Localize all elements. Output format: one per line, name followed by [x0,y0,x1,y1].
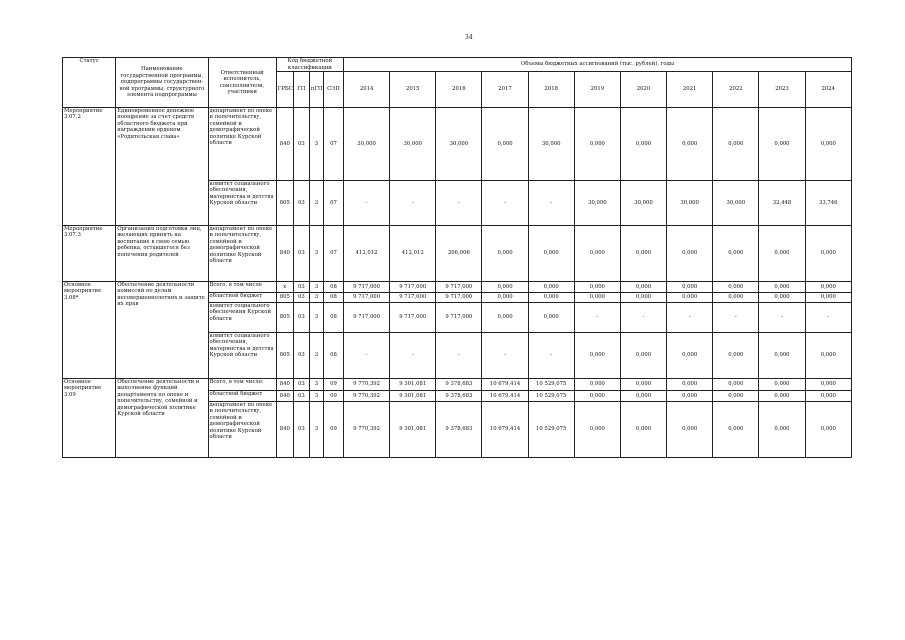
row-code: 03 [293,391,309,402]
table-row [63,108,852,181]
row-value: 0,000 [667,333,713,379]
row-value: 0,000 [759,226,805,282]
row-value: 0,000 [759,391,805,402]
section-name: Обеспечение деятельности и выполнение функций департамента по опеке и попечительству, семейной и демографической политике Курской области [116,379,208,458]
row-responsible: департамент по опеке и попечительству, семейной и демографической политике Курской области [208,108,276,181]
row-value: 0,000 [620,379,666,391]
row-value: 0,000 [574,402,620,458]
table-row [63,226,852,282]
row-value: 0,000 [620,402,666,458]
row-value: 30,000 [667,181,713,226]
row-value: 0,000 [620,293,666,303]
row-value: 0,000 [805,293,851,303]
row-code: 03 [293,181,309,226]
row-value: 10 529,075 [528,402,574,458]
row-code: 805 [276,181,293,226]
row-code: 805 [276,303,293,333]
row-value: - [805,303,851,333]
row-code: 03 [293,303,309,333]
row-value: - [482,333,528,379]
row-value: 0,000 [805,282,851,293]
row-value: 206,006 [436,226,482,282]
row-value: - [667,303,713,333]
row-responsible: Всего, в том числе [208,282,276,293]
row-value: 0,000 [805,379,851,391]
row-value: 0,000 [574,333,620,379]
row-code: 805 [276,293,293,303]
row-code: 840 [276,379,293,391]
header-code-gp: ГП [293,72,309,108]
row-value: 9 378,683 [436,391,482,402]
header-code-grbs: ГРБС [276,72,293,108]
row-code: 3 [309,402,323,458]
row-value: 30,000 [620,181,666,226]
row-value: 10 679,414 [482,402,528,458]
row-value: 0,000 [713,402,759,458]
row-value: 0,000 [574,293,620,303]
row-code: 03 [293,282,309,293]
section-status: Мероприятие 3.07.3 [63,226,116,282]
row-value: 0,000 [667,108,713,181]
table-row [63,282,852,293]
row-value: 30,000 [344,108,390,181]
section-status: Мероприятие 3.07.2 [63,108,116,226]
row-value: 30,000 [436,108,482,181]
header-year: 2016 [436,72,482,108]
row-value: 0,000 [667,391,713,402]
row-code: 03 [293,108,309,181]
header-year: 2020 [620,72,666,108]
header-code-pgp: пГП [309,72,323,108]
row-code: 3 [309,391,323,402]
row-responsible: комитет социального обеспечения Курской области [208,303,276,333]
row-value: 9 770,392 [344,391,390,402]
row-code: 3 [309,293,323,303]
row-value: 0,000 [667,226,713,282]
header-responsible: Ответственный исполнитель, соисполнители, участники [208,58,276,108]
row-value: 9 717,000 [390,293,436,303]
row-code: 840 [276,226,293,282]
row-code: 03 [293,333,309,379]
budget-table [62,57,852,458]
row-value: - [759,303,805,333]
row-value: - [390,181,436,226]
row-code: 840 [276,402,293,458]
header-budget-code: Код бюджетной классификации [276,58,343,72]
row-value: - [713,303,759,333]
row-value: 10 529,075 [528,379,574,391]
row-value: 0,000 [713,293,759,303]
row-code: 840 [276,108,293,181]
row-value: - [528,333,574,379]
row-value: 0,000 [620,108,666,181]
row-responsible: департамент по опеке и попечительству, семейной и демографической политике Курской области [208,226,276,282]
row-value: 0,000 [805,108,851,181]
row-value: 0,000 [667,293,713,303]
row-value: 0,000 [759,379,805,391]
row-value: 0,000 [713,226,759,282]
header-year: 2021 [667,72,713,108]
row-value: 0,000 [620,333,666,379]
header-year: 2018 [528,72,574,108]
header-year: 2017 [482,72,528,108]
row-value: 32,448 [759,181,805,226]
row-value: 9 301,081 [390,379,436,391]
row-code: 840 [276,391,293,402]
row-code: 03 [293,293,309,303]
header-year: 2019 [574,72,620,108]
row-responsible: комитет социального обеспечения, материнства и детства Курской области [208,181,276,226]
row-value: 9 717,000 [436,293,482,303]
section-status: Основное мероприятие 3.08* [63,282,116,379]
row-value: 0,000 [620,226,666,282]
row-value: 0,000 [482,282,528,293]
row-code: x [276,282,293,293]
row-value: 9 717,000 [390,282,436,293]
row-value: 9 717,000 [436,303,482,333]
row-value: 0,000 [528,303,574,333]
row-value: 0,000 [759,333,805,379]
row-value: 0,000 [667,379,713,391]
section-name: Единовременное денежное поощрение за счет средств областного бюджета при награждении орденом «Родительская слава» [116,108,208,226]
row-value: - [344,181,390,226]
row-responsible: областной бюджет [208,293,276,303]
row-value: 10 529,075 [528,391,574,402]
section-name: Организация подготовки лиц, желающих принять на воспитание в свою семью ребенка, оставшегося без попечения родителей [116,226,208,282]
row-value: 0,000 [805,333,851,379]
row-code: 09 [323,391,343,402]
row-value: - [574,303,620,333]
row-value: 0,000 [713,108,759,181]
row-value: 0,000 [482,303,528,333]
row-value: 9 378,683 [436,379,482,391]
row-code: 08 [323,282,343,293]
row-value: 9 717,000 [344,282,390,293]
row-value: 9 717,000 [344,303,390,333]
page-number: 34 [465,34,473,41]
row-value: 0,000 [482,108,528,181]
table-row [63,379,852,391]
row-value: - [528,181,574,226]
header-year: 2015 [390,72,436,108]
row-code: 3 [309,282,323,293]
row-value: 0,000 [713,379,759,391]
row-value: 33,746 [805,181,851,226]
header-year: 2014 [344,72,390,108]
row-code: 03 [293,402,309,458]
row-responsible: областной бюджет [208,391,276,402]
row-value: 0,000 [759,293,805,303]
row-value: 0,000 [713,391,759,402]
section-status: Основное мероприятие 3.09 [63,379,116,458]
row-value: 0,000 [713,333,759,379]
row-value: 412,012 [344,226,390,282]
header-program-name: Наименование государственной программы, подпрограммы государственной программы, структурного элемента подпрограммы [116,58,208,108]
row-value: 0,000 [528,226,574,282]
header-code-sep: СЭП [323,72,343,108]
row-value: 9 378,683 [436,402,482,458]
row-code: 3 [309,303,323,333]
row-value: 10 679,414 [482,391,528,402]
row-code: 805 [276,333,293,379]
row-value: 30,000 [528,108,574,181]
row-value: 9 717,000 [390,303,436,333]
header-status: Статус [63,58,116,108]
row-value: 0,000 [574,391,620,402]
row-value: 0,000 [667,402,713,458]
row-code: 08 [323,333,343,379]
row-code: 03 [293,379,309,391]
row-code: 3 [309,181,323,226]
row-value: 0,000 [574,226,620,282]
row-value: 30,000 [574,181,620,226]
header-year: 2023 [759,72,805,108]
row-responsible: комитет социального обеспечения, материнства и детства Курской области [208,333,276,379]
row-value: - [344,333,390,379]
row-code: 09 [323,402,343,458]
row-value: - [482,181,528,226]
header-year: 2024 [805,72,851,108]
row-value: - [620,303,666,333]
row-code: 3 [309,226,323,282]
row-value: 0,000 [805,391,851,402]
row-value: 30,000 [713,181,759,226]
row-value: 0,000 [482,293,528,303]
row-value: - [436,333,482,379]
header-year: 2022 [713,72,759,108]
row-value: 412,012 [390,226,436,282]
row-value: 9 770,392 [344,379,390,391]
row-code: 3 [309,333,323,379]
row-value: 0,000 [482,226,528,282]
row-value: 0,000 [620,391,666,402]
row-value: 9 301,081 [390,391,436,402]
row-value: 0,000 [620,282,666,293]
row-code: 07 [323,108,343,181]
row-value: 10 679,414 [482,379,528,391]
row-code: 3 [309,108,323,181]
row-value: 0,000 [574,379,620,391]
row-value: 30,000 [390,108,436,181]
row-value: 9 717,000 [436,282,482,293]
row-value: - [436,181,482,226]
row-value: 0,000 [528,293,574,303]
row-code: 07 [323,181,343,226]
row-value: 0,000 [805,402,851,458]
row-responsible: Всего, в том числе: [208,379,276,391]
row-value: 0,000 [528,282,574,293]
row-code: 08 [323,293,343,303]
row-value: 9 301,081 [390,402,436,458]
row-value: 0,000 [759,108,805,181]
row-value: 0,000 [805,226,851,282]
row-value: 0,000 [759,402,805,458]
row-value: 0,000 [574,108,620,181]
row-code: 03 [293,226,309,282]
row-value: - [390,333,436,379]
row-code: 07 [323,226,343,282]
row-value: 9 717,000 [344,293,390,303]
row-value: 9 770,392 [344,402,390,458]
row-code: 08 [323,303,343,333]
row-responsible: департамент по опеке и попечительству, семейной и демографической политике Курской области [208,402,276,458]
row-value: 0,000 [759,282,805,293]
row-value: 0,000 [667,282,713,293]
header-row-top [63,58,852,72]
header-budget-volumes: Объемы бюджетных ассигнований (тыс. рублей), годы [344,58,852,72]
section-name: Обеспечение деятельности комиссий по делам несовершеннолетних и защите их прав [116,282,208,379]
row-value: 0,000 [713,282,759,293]
row-value: 0,000 [574,282,620,293]
row-code: 3 [309,379,323,391]
row-code: 09 [323,379,343,391]
